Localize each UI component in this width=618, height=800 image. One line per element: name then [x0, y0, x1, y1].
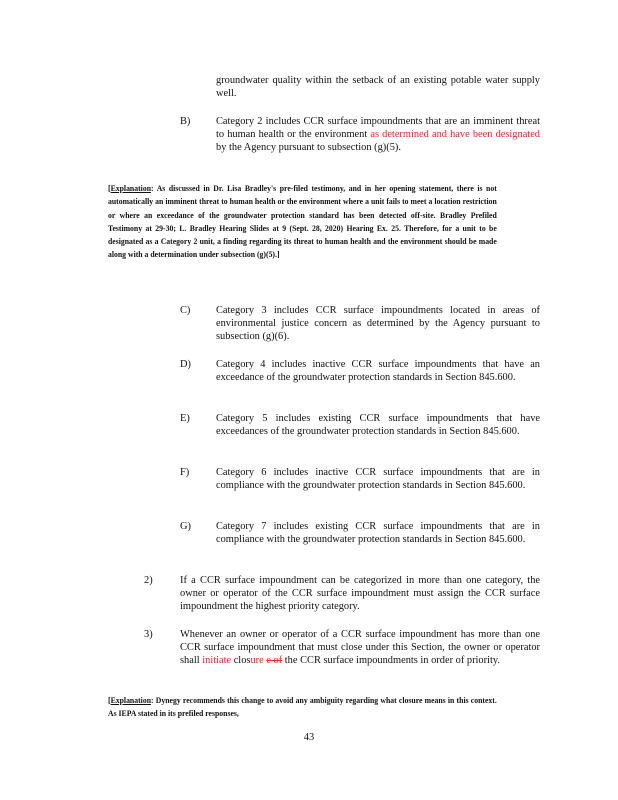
item-3-text [180, 628, 540, 667]
explanation-1-body: : As discussed in Dr. Lisa Bradley's pre-filed testimony, and in her opening statement, there is not automatically an imminent threat to human health or the environment where a unit fails to meet a location restriction or where an exceedance of the groundwater protection standard has been detected off-site. Bradley Prefiled Testimony at 29-30; L. Bradley Hearing Slides at 9 (Sept. 28, 2020) Hearing Ex. 25. Therefore, for a unit to be designated as a Category 2 unit, a finding regarding its threat to human health and the environment should be made along with a determination under subsection (g)(5).] [108, 183, 497, 260]
item-3-inserted-ure: ure [250, 655, 267, 666]
explanation-2-open: [ [108, 695, 111, 705]
item-2-text: If a CCR surface impoundment can be categorized in more than one category, the owner or operator of the CCR surface impoundment must assign the CCR surface impoundment the highest priority category. [180, 575, 540, 612]
top-paragraph: groundwater quality within the setback of an existing potable water supply well. [216, 75, 540, 99]
item-3-inserted-initiate: initiate [202, 655, 232, 666]
explanation-2-heading: Explanation [110, 695, 152, 705]
explanation-block-2 [108, 694, 497, 721]
item-3-label: 3) [144, 629, 153, 640]
item-e-text: Category 5 includes existing CCR surface impoundments that have exceedances of the groundwater protection standards in Section 845.600. [216, 413, 540, 437]
item-d-text: Category 4 includes inactive CCR surface impoundments that have an exceedance of the groundwater protection standards in Section 845.600. [216, 359, 540, 383]
explanation-1-heading: Explanation [110, 183, 152, 193]
item-d-label: D) [180, 359, 191, 370]
item-c-text: Category 3 includes CCR surface impoundments located in areas of environmental justice concern as determined by the Agency pursuant to subsection (g)(6). [216, 305, 540, 342]
page-number: 43 [303, 732, 315, 743]
item-3-deleted-text: e of [266, 655, 283, 666]
item-g-text: Category 7 includes existing CCR surface impoundments that are in compliance with the groundwater protection standards in Section 845.600. [216, 521, 540, 545]
item-f-label: F) [180, 467, 190, 478]
item-f-text: Category 6 includes inactive CCR surface impoundments that are in compliance with the groundwater protection standards in Section 845.600. [216, 467, 540, 491]
explanation-1-open: [ [108, 183, 111, 193]
item-3-text-after: the CCR surface impoundments in order of priority. [282, 655, 500, 666]
item-b-inserted-text: as determined and have been designated [370, 129, 541, 140]
explanation-block-1 [108, 182, 497, 262]
item-3-text-before: Whenever an owner or operator of a CCR surface impoundment has more than one CCR surface impoundment that must close under this Section, the owner or operator shall [180, 629, 540, 666]
item-e-label: E) [180, 413, 190, 424]
item-b-text-after: by the Agency pursuant to subsection (g)(5). [216, 142, 401, 153]
item-b-label: B) [180, 116, 191, 127]
item-3-text-mid: clos [231, 655, 251, 666]
item-c-label: C) [180, 305, 191, 316]
explanation-2-body: : Dynegy recommends this change to avoid any ambiguity regarding what closure means in this context. As IEPA stated in its prefiled responses, [108, 695, 497, 719]
item-2-label: 2) [144, 575, 153, 586]
item-b-text [216, 115, 540, 154]
item-b-text-before: Category 2 includes CCR surface impoundments that are an imminent threat to human health or the environment [216, 116, 540, 140]
item-g-label: G) [180, 521, 191, 532]
